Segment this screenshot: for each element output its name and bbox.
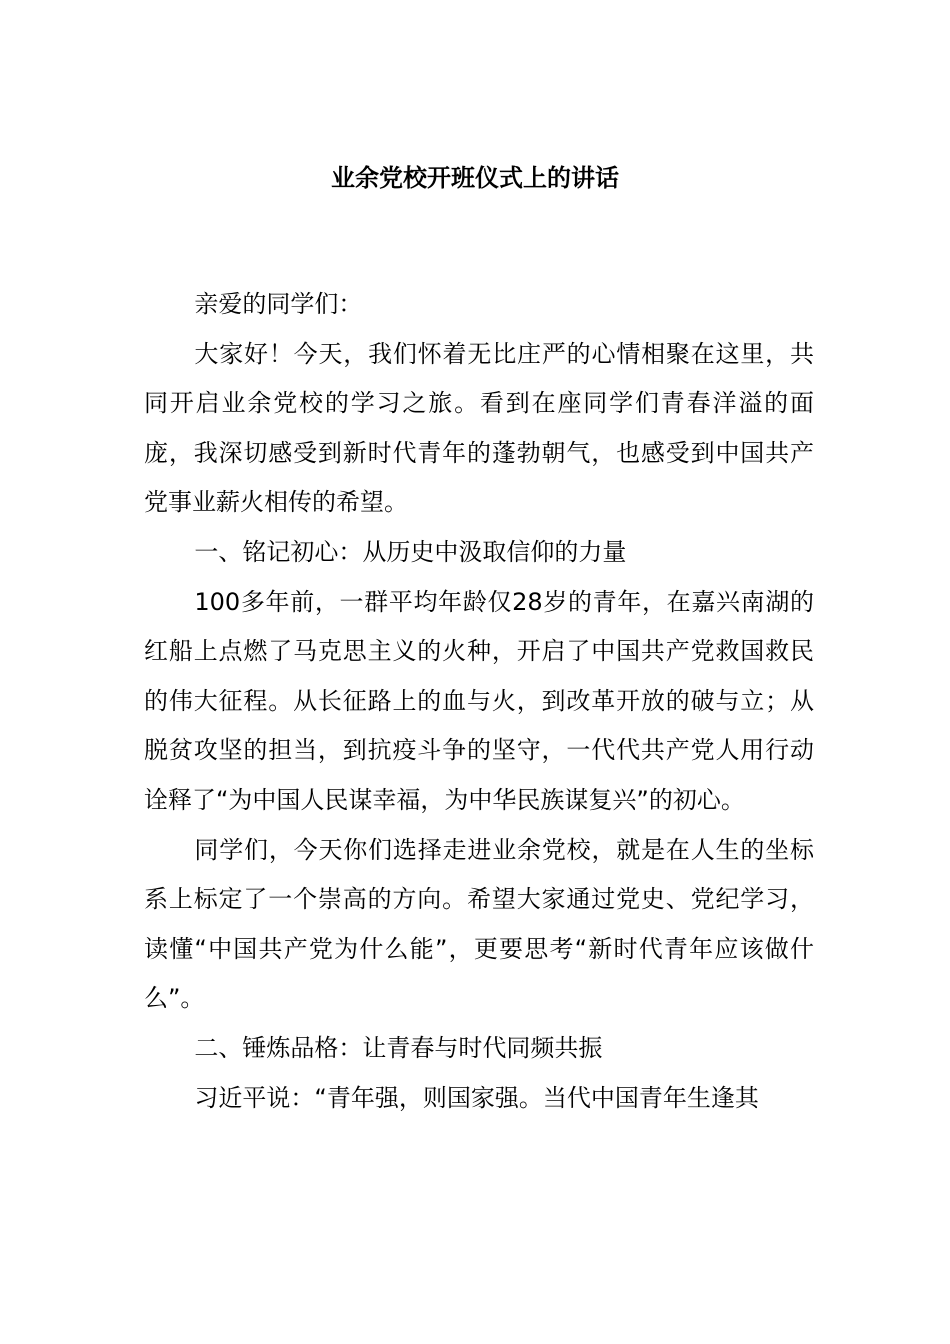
section-heading-2: 二、锤炼品格：让青春与时代同频共振 [194,1033,603,1062]
quote-paragraph: 习近平说：“青年强，则国家强。当代中国青年生逢其 [194,1083,759,1112]
students-paragraph: 同学们，今天你们选择走进业余党校，就是在人生的坐标系上标定了一个崇高的方向。希望大家通过党史、党纪学习，读懂“中国共产党为什么能”，更要思考“新时代青年应该做什么”。 [144,835,814,1013]
salutation-paragraph: 亲爱的同学们： [194,290,363,318]
document-body [144,280,814,1123]
opening-paragraph: 大家好！今天，我们怀着无比庄严的心情相聚在这里，共同开启业余党校的学习之旅。看到在座同学们青春洋溢的面庞，我深切感受到新时代青年的蓬勃朝气，也感受到中国共产党事业薪火相传的希望。 [144,339,814,517]
section-heading-1: 一、铭记初心：从历史中汲取信仰的力量 [194,537,627,566]
history-paragraph: 100多年前，一群平均年龄仅28岁的青年，在嘉兴南湖的红船上点燃了马克思主义的火种，开启了中国共产党救国救民的伟大征程。从长征路上的血与火，到改革开放的破与立；从脱贫攻坚的担当，到抗疫斗争的坚守，一代代共产党人用行动诠释了“为中国人民谋幸福，为中华民族谋复兴”的初心。 [144,587,814,814]
document-title: 业余党校开班仪式上的讲话 [331,164,619,192]
